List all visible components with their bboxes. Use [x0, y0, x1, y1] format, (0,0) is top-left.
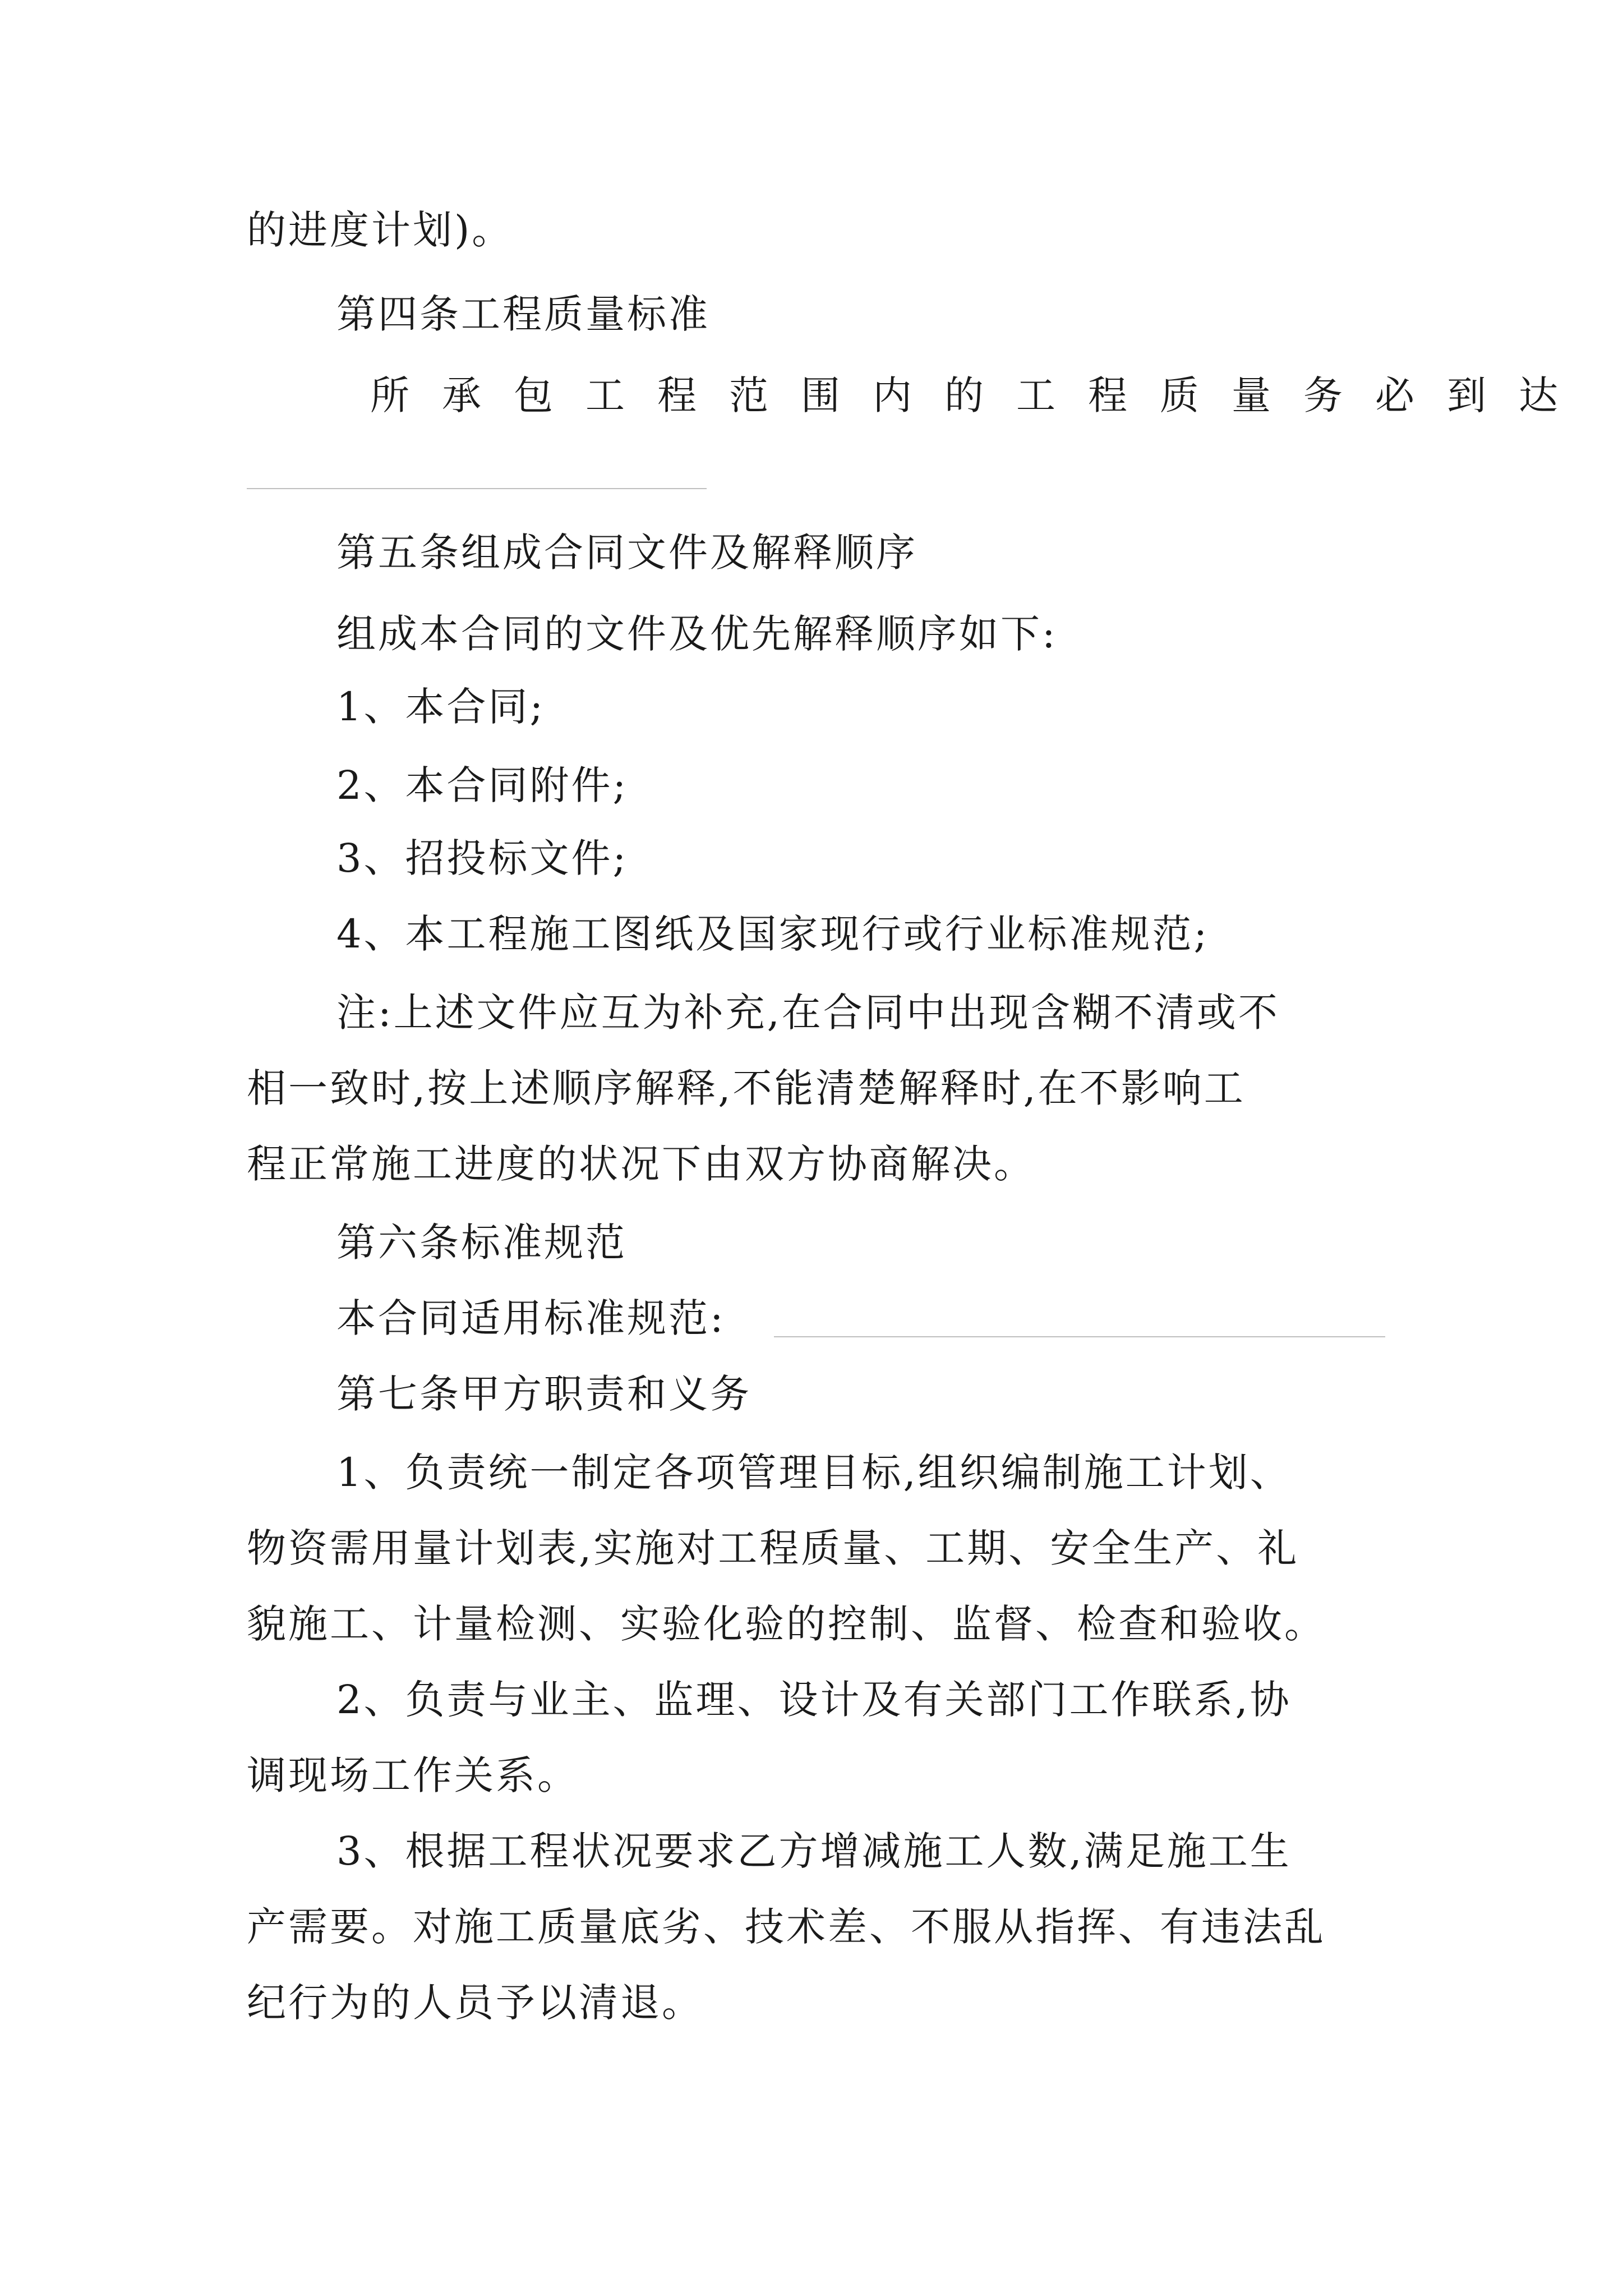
body-text-line: 注:上述文件应互为补充,在合同中出现含糊不清或不: [336, 990, 1280, 1036]
section-heading: 第七条甲方职责和义务: [336, 1371, 751, 1417]
body-text-line: 1、负责统一制定各项管理目标,组织编制施工计划、: [336, 1450, 1292, 1496]
body-text-line: 貌施工、计量检测、实验化验的控制、监督、检查和验收。: [247, 1601, 1326, 1647]
body-text-line: 组成本合同的文件及优先解释顺序如下:: [336, 611, 1058, 657]
body-text-line: 物资需用量计划表,实施对工程质量、工期、安全生产、礼: [247, 1525, 1299, 1571]
body-text-line: 产需要。对施工质量底劣、技术差、不服从指挥、有违法乱: [247, 1904, 1326, 1950]
body-text-line: 调现场工作关系。: [247, 1752, 579, 1798]
section-heading: 第六条标准规范: [336, 1220, 627, 1266]
body-text-line: 3、根据工程状况要求乙方增减施工人数,满足施工生: [336, 1828, 1292, 1874]
section-heading: 第五条组成合同文件及解释顺序: [336, 530, 917, 576]
fill-in-blank-line: [774, 1336, 1385, 1337]
body-text-line: 相一致时,按上述顺序解释,不能清楚解释时,在不影响工: [247, 1065, 1246, 1111]
body-text-line: 纪行为的人员予以清退。: [247, 1980, 703, 2026]
body-text-line: 2、负责与业主、监理、设计及有关部门工作联系,协: [336, 1677, 1292, 1723]
body-text-line: 的进度计划)。: [247, 207, 514, 253]
list-item: 3、招投标文件;: [336, 835, 629, 881]
body-text-line: 本合同适用标准规范:: [336, 1295, 726, 1341]
body-text-line: 程正常施工进度的状况下由双方协商解决。: [247, 1141, 1035, 1187]
list-item: 4、本工程施工图纸及国家现行或行业标准规范;: [336, 911, 1210, 957]
fill-in-blank-line: [247, 488, 707, 489]
body-text-line: 所承包工程范围内的工程质量务必到达: [370, 372, 1590, 418]
list-item: 1、本合同;: [336, 684, 546, 730]
list-item: 2、本合同附件;: [336, 762, 629, 808]
section-heading: 第四条工程质量标准: [336, 291, 710, 337]
